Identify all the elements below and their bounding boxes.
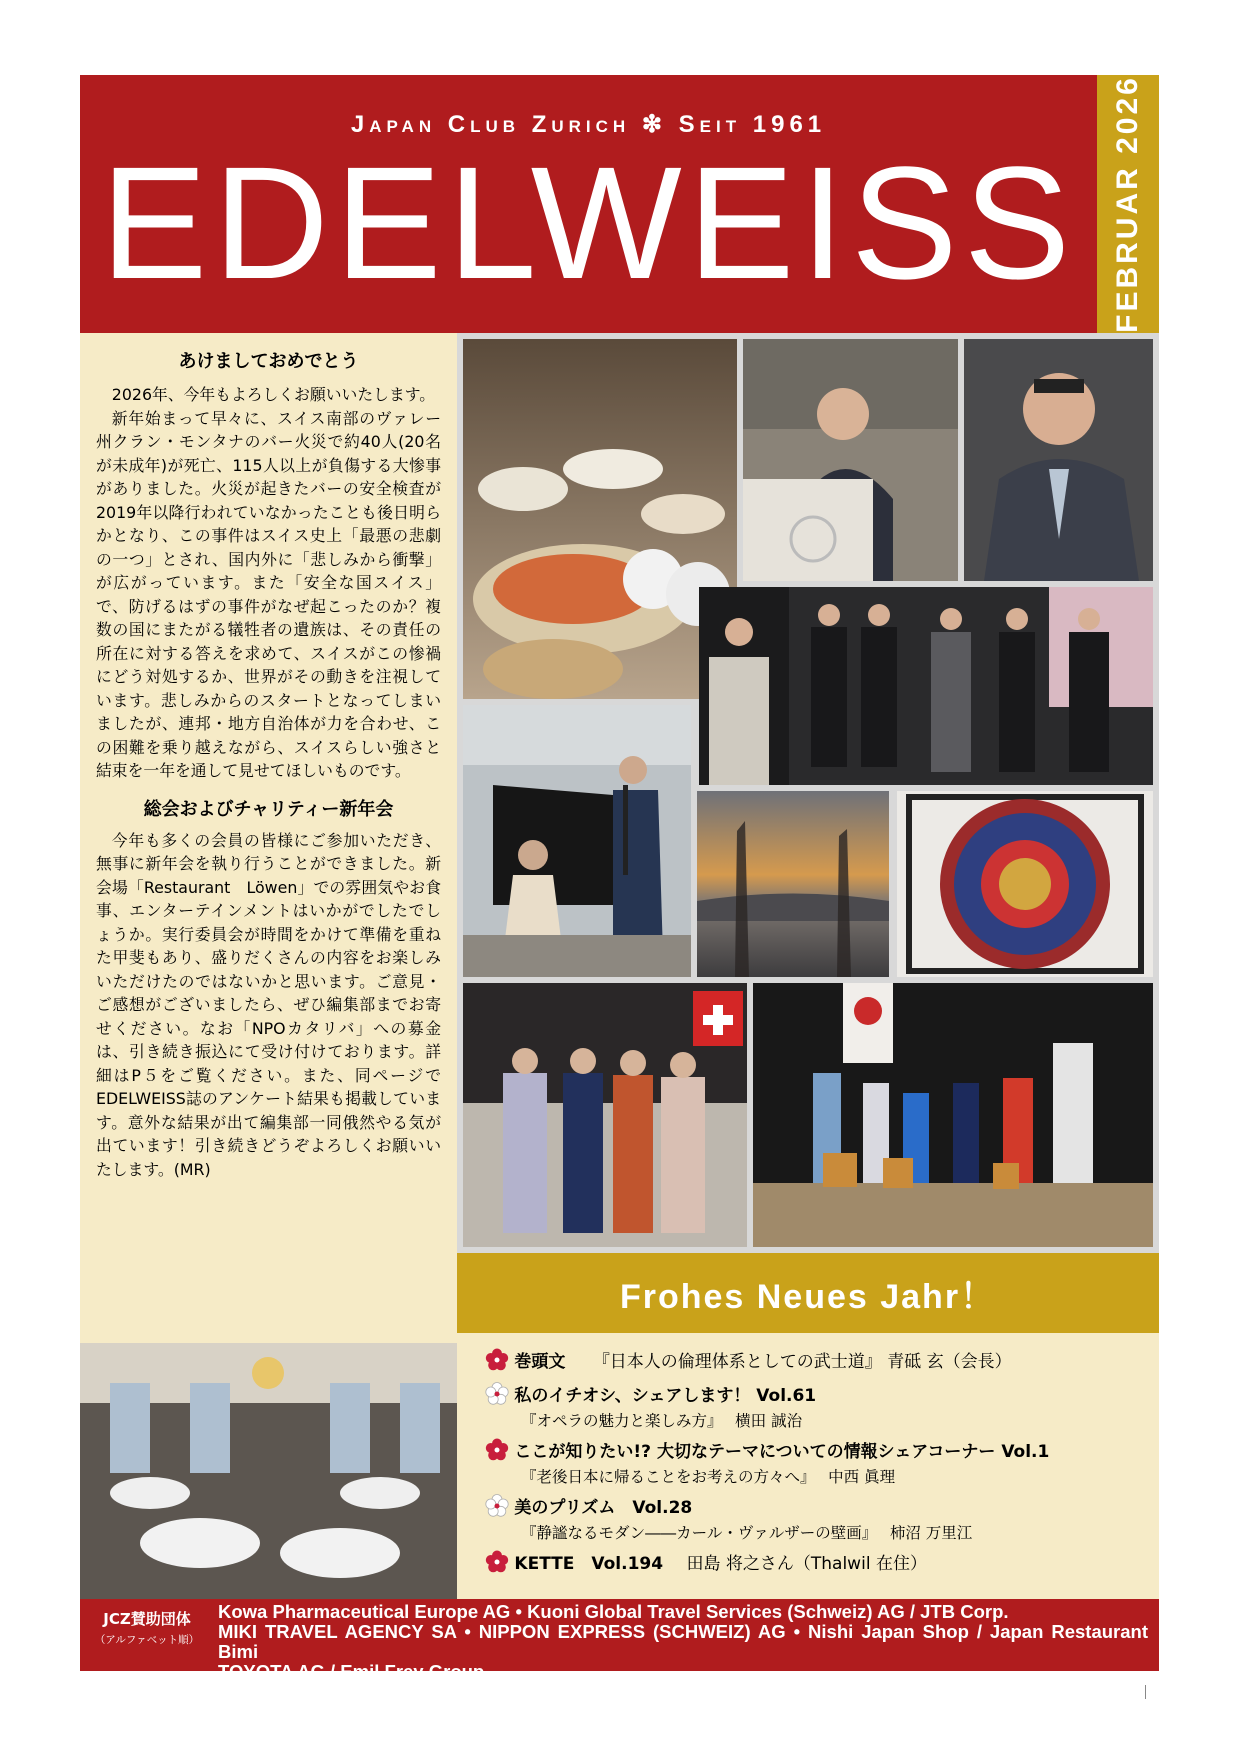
speaker-photo xyxy=(964,339,1153,581)
sponsor-line: Kowa Pharmaceutical Europe AG • Kuoni Global Travel Services (Schweiz) AG / JTB Corp. xyxy=(218,1601,1009,1622)
editorial-column xyxy=(80,333,457,1343)
red-flower-icon xyxy=(485,1348,509,1372)
toc-item xyxy=(485,1347,1012,1372)
sponsor-label-note: （アルファベット順） xyxy=(94,1634,200,1646)
stained-glass-photo xyxy=(897,791,1153,977)
article-paragraph: 2026年、今年もよろしくお願いいたします。 xyxy=(111,385,436,404)
greeting-text: Frohes Neues Jahr！ xyxy=(619,1277,997,1316)
article-paragraph: 新年始まって早々に、スイス南部のヴァレー州クラン・モンタナのバー火災で約40人(20名が未成年)が死亡、115人以上が負傷する大惨事がありました。火災が起きたバーの安全検査が2019年以降行われていなかったことも後日明らかとなり、この事件はスイス史上「最悪の悲劇の一つ」とされ、国内外に「悲しみから衝撃」が広がっています。また「安全な国スイス」で、防げるはずの事件がなぜ起こったのか？複数の国にまたがる犠牲者の遺族は、その責任の所在に対する答えを求めて、スイスがこの惨禍にどう対処するか、世界がその動きを注視しています。悲しみからのスタートとなってしまいましたが、連邦・地方自治体が力を合わせ、この困難を乗り越えながら、スイスらしい強さと結束を一年を通して見せてほしいものです。 xyxy=(96,408,441,780)
page-marker xyxy=(1145,1685,1146,1699)
article-heading: あけましておめでとう xyxy=(178,351,359,372)
sponsor-line: MIKI TRAVEL AGENCY SA • NIPPON EXPRESS (SCHWEIZ) AG • Nishi Japan Shop / Japan Restaurant Bimi xyxy=(218,1621,1148,1662)
toc-subtitle: 『老後日本に帰ることをお考えの方々へ』 中西 眞理 xyxy=(521,1468,896,1486)
toc-subtitle: 『静謐なるモダン――カール・ヴァルザーの壁画』 柿沼 万里江 xyxy=(521,1524,973,1542)
buffet-photo xyxy=(463,339,737,699)
toc-title: ここが知りたい!? 大切なテーマについての情報シェアコーナー Vol.1 xyxy=(514,1442,1050,1462)
photo-collage xyxy=(457,333,1159,1253)
toc-item xyxy=(485,1381,816,1406)
toc-item xyxy=(485,1493,692,1518)
sponsor-line: TOYOTA AG / Emil Frey Group xyxy=(218,1661,485,1682)
toc-detail: 田島 将之さん（Thalwil 在住） xyxy=(686,1554,927,1574)
masthead-title: EDELWEISS xyxy=(100,133,1077,312)
article-paragraph: 今年も多くの会員の皆様にご参加いただき、無事に新年会を執り行うことができました。新会場「Restaurant Löwen」での雰囲気やお食事、エンターテインメントはいかがでしたでしょうか。実行委員会が時間をかけて準備を重ねた甲斐もあり、盛りだくさんの内容をお楽しみいただけたのではないかと思います。ご意見・ご感想がございましたら、ぜひ編集部までお寄せください。なお「NPOカタリバ」への募金は、引き続き振込にて受け付けております。詳細はP５をご覧ください。また、同ページでEDELWEISS誌のアンケート結果も掲載しています。意外な結果が出て編集部一同俄然やる気が出ています！引き続きどうぞよろしくお願いいたします。(MR) xyxy=(96,830,441,1179)
toc-item xyxy=(485,1437,1049,1462)
table-of-contents xyxy=(457,1333,1159,1599)
red-flower-icon xyxy=(485,1438,509,1462)
toc-title: 私のイチオシ、シェアします！ Vol.61 xyxy=(514,1386,817,1406)
sponsor-list xyxy=(218,1602,1148,1682)
article-heading: 総会およびチャリティー新年会 xyxy=(143,798,394,820)
greeting-banner xyxy=(457,1253,1159,1333)
sponsor-label: JCZ賛助団体 xyxy=(103,1610,191,1628)
toc-subtitle: 『オペラの魅力と楽しみ方』 横田 誠治 xyxy=(521,1412,803,1430)
toc-title: 美のプリズム Vol.28 xyxy=(514,1498,693,1518)
banquet-hall-photo xyxy=(80,1343,457,1599)
sunset-trees-photo xyxy=(697,791,889,977)
speaker-photo xyxy=(743,339,958,581)
masthead-tagline: Japan Club Zurich ❇ Seit 1961 xyxy=(350,111,827,138)
toc-title: 巻頭文 xyxy=(514,1352,566,1372)
toc-detail: 『日本人の倫理体系としての武士道』 青砥 玄（会長） xyxy=(592,1352,1012,1372)
stage-group-photo xyxy=(699,587,1153,785)
toc-item xyxy=(485,1549,927,1574)
toc-title: KETTE Vol.194 xyxy=(514,1554,664,1574)
white-flower-icon xyxy=(485,1494,509,1518)
musicians-photo xyxy=(463,705,691,977)
kimono-group-photo xyxy=(463,983,747,1247)
white-flower-icon xyxy=(485,1382,509,1406)
red-flower-icon xyxy=(485,1550,509,1574)
issue-date: FEBRUAR 2026 xyxy=(1111,75,1145,333)
children-stage-photo xyxy=(753,983,1153,1247)
